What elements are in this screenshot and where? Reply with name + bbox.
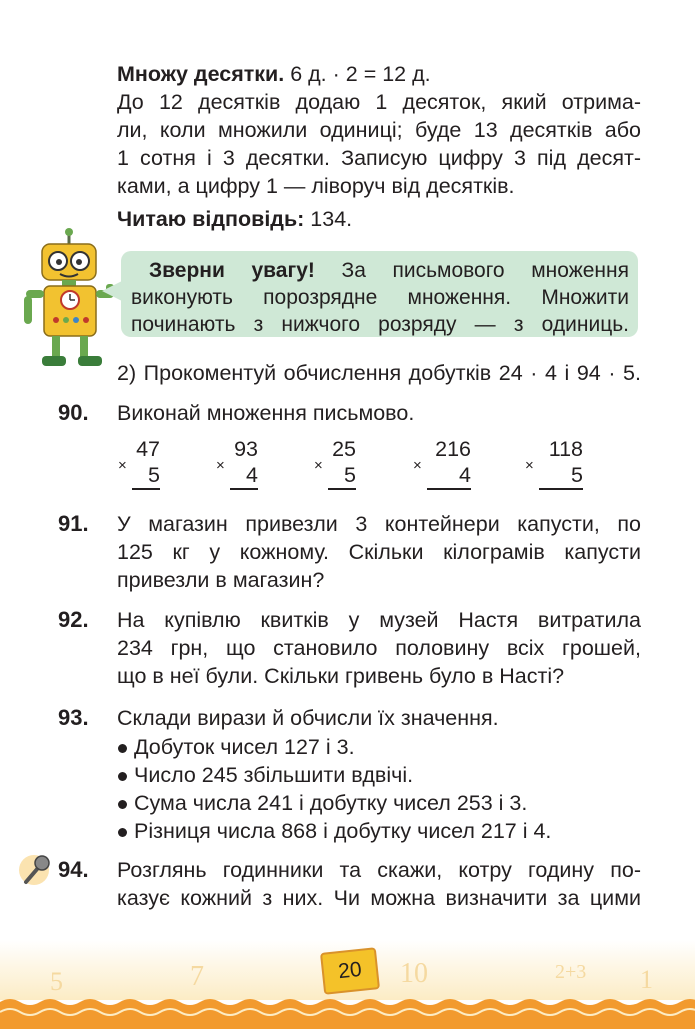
svg-text:2+3: 2+3 [555,961,587,983]
page-number: 20 [320,947,380,995]
mult-bottom: 4 [246,463,258,487]
answer-line [117,205,641,233]
bullet-item: Різниця числа 868 і добутку чисел 217 і 4. [117,817,551,845]
intro-first-line [117,60,641,88]
intro-line: До 12 десятків додаю 1 десяток, який отрима- [117,90,641,114]
mult-bottom: 5 [344,463,356,487]
task2-text [117,359,641,387]
exercise-92-text [117,606,641,690]
times-sign: × [525,457,534,474]
answer-value: 134. [304,207,353,231]
ex92-line: 234 грн, що становило половину всіх грошей, [117,636,641,660]
exercise-90-number: 90. [58,400,89,425]
mult-underline [427,488,471,490]
mult-underline [230,488,258,490]
exercise-94-number: 94. [58,857,89,882]
svg-text:7: 7 [190,961,204,992]
intro-line: ками, а цифру 1 — ліворуч від десятків. [117,174,515,198]
exercise-90-text: Виконай множення письмово. [117,401,415,425]
exercise-93-number: 93. [58,705,89,730]
robot-icon [22,228,114,370]
intro-line: 1 сотня і 3 десятки. Записую цифру 3 під десят- [117,146,641,170]
mult-problem-2 [216,436,258,488]
mult-underline [539,488,583,490]
intro-paragraph [117,60,641,200]
ex91-line: У магазин привезли 3 контейнери капусти, по [117,512,641,536]
times-sign: × [413,457,422,474]
mult-problem-1 [118,436,160,488]
svg-text:10: 10 [400,958,428,989]
mult-problem-3 [314,436,356,488]
mult-top: 118 [548,437,583,461]
times-sign: × [216,457,225,474]
note-line: починають з нижчого розряду — з одиниць. [131,313,629,336]
exercise-93-text: Склади вирази й обчисли їх значення. [117,706,499,730]
task2-line: 2) Прокоментуй обчислення добутків 24 · 4 і 94 · 5. [117,361,641,385]
exercise-93-bullets [117,733,551,845]
mult-problem-4 [413,436,471,488]
exercise-94-text [117,856,641,912]
mult-top: 216 [435,437,471,461]
mult-problem-5 [525,436,583,488]
note-line [131,257,629,284]
times-sign: × [314,457,323,474]
bullet-item: Добуток чисел 127 і 3. [117,733,551,761]
mult-underline [328,488,356,490]
ex94-line: Розглянь годинники та скажи, котру годину по- [117,858,641,882]
ex94-line: казує кожний з них. Чи можна визначити за цими [117,886,641,910]
exercise-91-text [117,510,641,594]
times-sign: × [118,457,127,474]
mult-bottom: 4 [459,463,471,487]
mult-bottom: 5 [571,463,583,487]
svg-text:1: 1 [640,965,653,994]
note-line: виконують порозрядне множення. Множити [131,286,629,309]
microphone-icon [18,852,54,888]
exercise-92-number: 92. [58,607,89,632]
ex92-line: що в неї були. Скільки гривень було в Насті? [117,664,565,688]
svg-text:5: 5 [50,967,63,996]
mult-bottom: 5 [148,463,160,487]
answer-label: Читаю відповідь: [117,207,305,231]
intro-expression: 6 д. · 2 = 12 д. [284,62,431,86]
bullet-item: Сума числа 241 і добутку чисел 253 і 3. [117,789,551,817]
intro-bold-label: Множу десятки. [117,62,285,86]
note-text [131,257,629,338]
ex91-line: привезли в магазин? [117,568,325,592]
exercise-91-number: 91. [58,511,89,536]
mult-top: 47 [136,437,160,461]
ex92-line: На купівлю квитків у музей Настя витратила [117,608,641,632]
intro-line: ли, коли множили одиниці; буде 13 десятків або [117,118,641,142]
note-pointer [102,281,122,301]
ex91-line: 125 кг у кожному. Скільки кілограмів капусти [117,540,641,564]
note-bold: Зверни увагу! [149,259,315,282]
mult-underline [132,488,160,490]
mult-top: 25 [332,437,356,461]
note-line1-rest: За письмового множення [314,259,629,282]
bullet-item: Число 245 збільшити вдвічі. [117,761,551,789]
mult-top: 93 [234,437,258,461]
